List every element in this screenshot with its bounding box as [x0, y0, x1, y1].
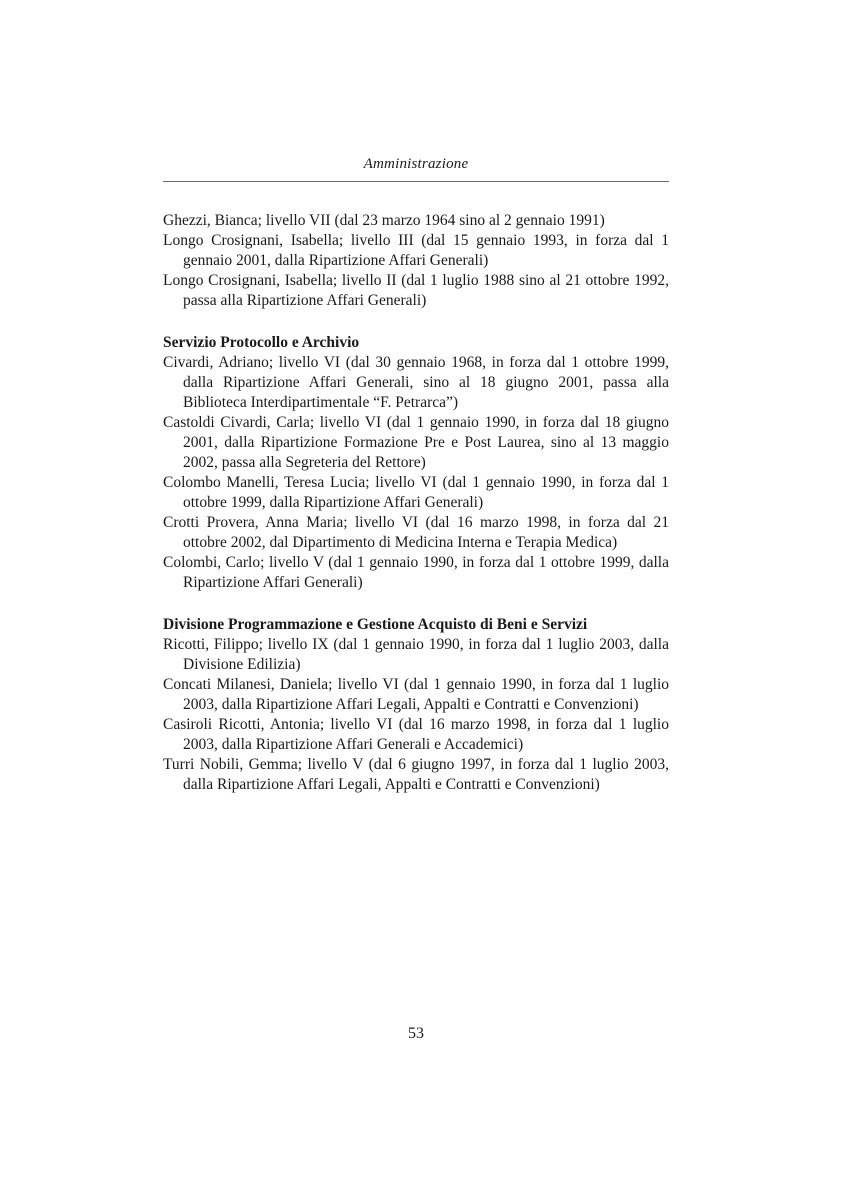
staff-entry: Longo Crosignani, Isabella; livello II (dal 1 luglio 1988 sino al 21 ottobre 1992, passa alla Ripartizione Affari Generali): [163, 272, 669, 309]
staff-entry: Colombi, Carlo; livello V (dal 1 gennaio 1990, in forza dal 1 ottobre 1999, dalla Ripartizione Affari Generali): [163, 554, 669, 591]
running-head: Amministrazione: [363, 156, 469, 172]
section-staff-list: [163, 211, 669, 311]
page-body: [163, 211, 669, 817]
section-protocollo-archivio: [163, 333, 669, 593]
staff-entry: Civardi, Adriano; livello VI (dal 30 gennaio 1968, in forza dal 1 ottobre 1999, dalla Ripartizione Affari Generali, sino al 18 giugno 2001, passa alla Biblioteca Interdipartimentale “F. Petrarca”): [163, 354, 669, 411]
page-number: 53: [408, 1025, 424, 1042]
section-programmazione-acquisti: [163, 615, 669, 795]
section-heading: Divisione Programmazione e Gestione Acquisto di Beni e Servizi: [163, 616, 588, 633]
staff-entry: Casiroli Ricotti, Antonia; livello VI (dal 16 marzo 1998, in forza dal 1 luglio 2003, dalla Ripartizione Affari Generali e Accademici): [163, 716, 669, 753]
staff-entry: Ricotti, Filippo; livello IX (dal 1 gennaio 1990, in forza dal 1 luglio 2003, dalla Divisione Edilizia): [163, 636, 669, 673]
staff-entry: Concati Milanesi, Daniela; livello VI (dal 1 gennaio 1990, in forza dal 1 luglio 2003, dalla Ripartizione Affari Legali, Appalti e Contratti e Convenzioni): [163, 676, 669, 713]
staff-entry: Colombo Manelli, Teresa Lucia; livello VI (dal 1 gennaio 1990, in forza dal 1 ottobre 1999, dalla Ripartizione Affari Generali): [163, 474, 669, 511]
staff-entry: Longo Crosignani, Isabella; livello III (dal 15 gennaio 1993, in forza dal 1 gennaio 2001, dalla Ripartizione Affari Generali): [163, 232, 669, 269]
staff-entry: Castoldi Civardi, Carla; livello VI (dal 1 gennaio 1990, in forza dal 18 giugno 2001, dalla Ripartizione Formazione Pre e Post Laurea, sino al 13 maggio 2002, passa alla Segreteria del Rettore): [163, 414, 669, 471]
header-rule: [163, 181, 669, 182]
staff-entry: Ghezzi, Bianca; livello VII (dal 23 marzo 1964 sino al 2 gennaio 1991): [163, 212, 605, 229]
staff-entry: Crotti Provera, Anna Maria; livello VI (dal 16 marzo 1998, in forza dal 21 ottobre 2002, dal Dipartimento di Medicina Interna e Terapia Medica): [163, 514, 669, 551]
section-heading: Servizio Protocollo e Archivio: [163, 334, 360, 351]
staff-entry: Turri Nobili, Gemma; livello V (dal 6 giugno 1997, in forza dal 1 luglio 2003, dalla Ripartizione Affari Legali, Appalti e Contratti e Convenzioni): [163, 756, 669, 793]
